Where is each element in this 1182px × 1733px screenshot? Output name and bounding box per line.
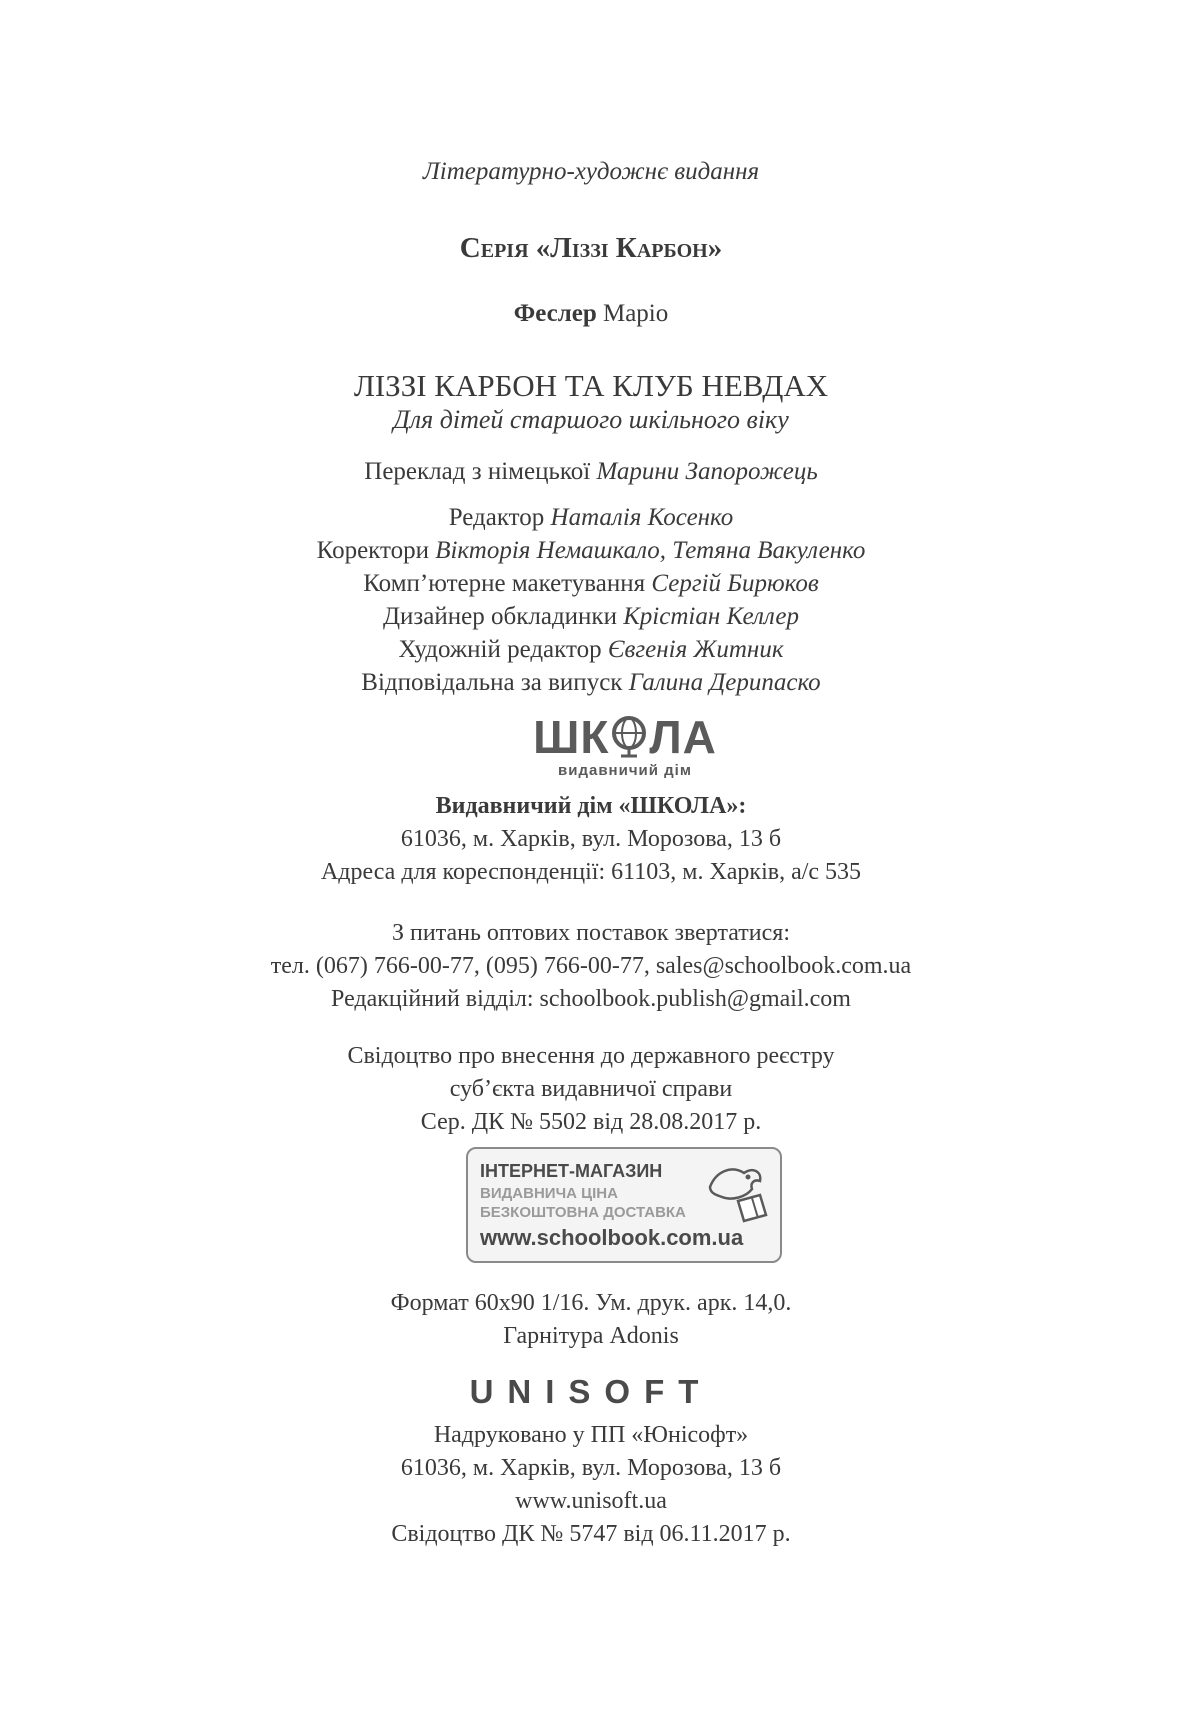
publisher-postal: Адреса для кореспонденції: 61103, м. Харків, а/с 535 <box>320 859 862 885</box>
printer-certificate: Свідоцтво ДК № 5747 від 06.11.2017 р. <box>391 1521 791 1547</box>
printer-info <box>0 1419 1182 1551</box>
author-surname: Феслер <box>513 300 597 327</box>
credit-line <box>0 600 1182 633</box>
print-format <box>0 1287 1182 1353</box>
certificate-line: Свідоцтво про внесення до державного реєстру <box>347 1043 835 1069</box>
credit-role: Редактор <box>448 504 545 531</box>
translator-name: Марини Запорожець <box>596 458 818 485</box>
printer-website: www.unisoft.ua <box>515 1488 667 1514</box>
credit-line <box>0 666 1182 699</box>
printer-line: Надруковано у ПП «Юнісофт» <box>433 1422 749 1448</box>
author-name: Маріо <box>602 300 669 327</box>
typeface-line: Гарнітура Adonis <box>503 1323 679 1349</box>
credit-role: Відповідальна за випуск <box>361 669 623 696</box>
book-title: ЛІЗЗІ КАРБОН ТА КЛУБ НЕВДАХ <box>353 368 829 403</box>
printer-logo: UNISOFT <box>469 1373 713 1410</box>
credit-name: Крістіан Келлер <box>623 603 799 630</box>
online-shop-banner <box>466 1147 782 1263</box>
globe-icon <box>609 713 649 759</box>
credit-name: Євгенія Житник <box>607 636 784 663</box>
format-line: Формат 60х90 1/16. Ум. друк. арк. 14,0. <box>390 1290 792 1316</box>
publisher-address: 61036, м. Харків, вул. Морозова, 13 б <box>400 826 782 852</box>
shop-delivery-line: БЕЗКОШТОВНА ДОСТАВКА <box>480 1204 686 1221</box>
publisher-logo-word <box>530 710 720 764</box>
credit-name: Вікторія Немашкало, Тетяна Вакуленко <box>435 537 866 564</box>
credit-role: Коректори <box>316 537 429 564</box>
wholesale-intro: З питань оптових поставок звертатися: <box>392 920 790 946</box>
certificate-line: суб’єкта видавничої справи <box>449 1076 733 1102</box>
author <box>0 300 1182 328</box>
series-title: Серія «Ліззі Карбон» <box>459 232 723 264</box>
logo-text-right: ЛА <box>649 711 717 763</box>
credit-role: Художній редактор <box>398 636 602 663</box>
credit-name: Наталія Косенко <box>550 504 734 531</box>
credit-role: Комп’ютерне макетування <box>363 570 646 597</box>
shop-title: ІНТЕРНЕТ-МАГАЗИН <box>480 1161 663 1181</box>
genre-label: Літературно-художнє видання <box>422 158 760 185</box>
credit-line <box>0 633 1182 666</box>
credit-name: Сергій Бирюков <box>651 570 819 597</box>
wholesale-phones: тел. (067) 766-00-77, (095) 766-00-77, sales@schoolbook.com.ua <box>270 953 912 979</box>
credit-line <box>0 567 1182 600</box>
publisher-logo-sub: видавничий дім <box>558 762 692 779</box>
registry-certificate <box>0 1040 1182 1139</box>
shop-url: www.schoolbook.com.ua <box>480 1225 744 1250</box>
credits-list <box>0 501 1182 699</box>
editorial-contact: Редакційний відділ: schoolbook.publish@gmail.com <box>331 986 851 1012</box>
shop-price-line: ВИДАВНИЧА ЦІНА <box>480 1185 618 1202</box>
wholesale-info <box>0 917 1182 1016</box>
bird-with-book-icon <box>702 1157 772 1227</box>
publisher-info <box>0 790 1182 889</box>
credit-role: Дизайнер обкладинки <box>383 603 617 630</box>
translation-credit <box>0 458 1182 486</box>
translation-label: Переклад з німецької <box>364 458 591 485</box>
book-audience: Для дітей старшого шкільного віку <box>393 405 789 434</box>
logo-text-left: ШК <box>533 711 610 763</box>
publisher-logo <box>530 710 720 782</box>
printer-address: 61036, м. Харків, вул. Морозова, 13 б <box>400 1455 782 1481</box>
credit-line <box>0 534 1182 567</box>
publisher-name: Видавничий дім «ШКОЛА»: <box>435 793 747 819</box>
credit-line <box>0 501 1182 534</box>
certificate-line: Сер. ДК № 5502 від 28.08.2017 р. <box>420 1109 762 1135</box>
credit-name: Галина Дерипаско <box>628 669 821 696</box>
